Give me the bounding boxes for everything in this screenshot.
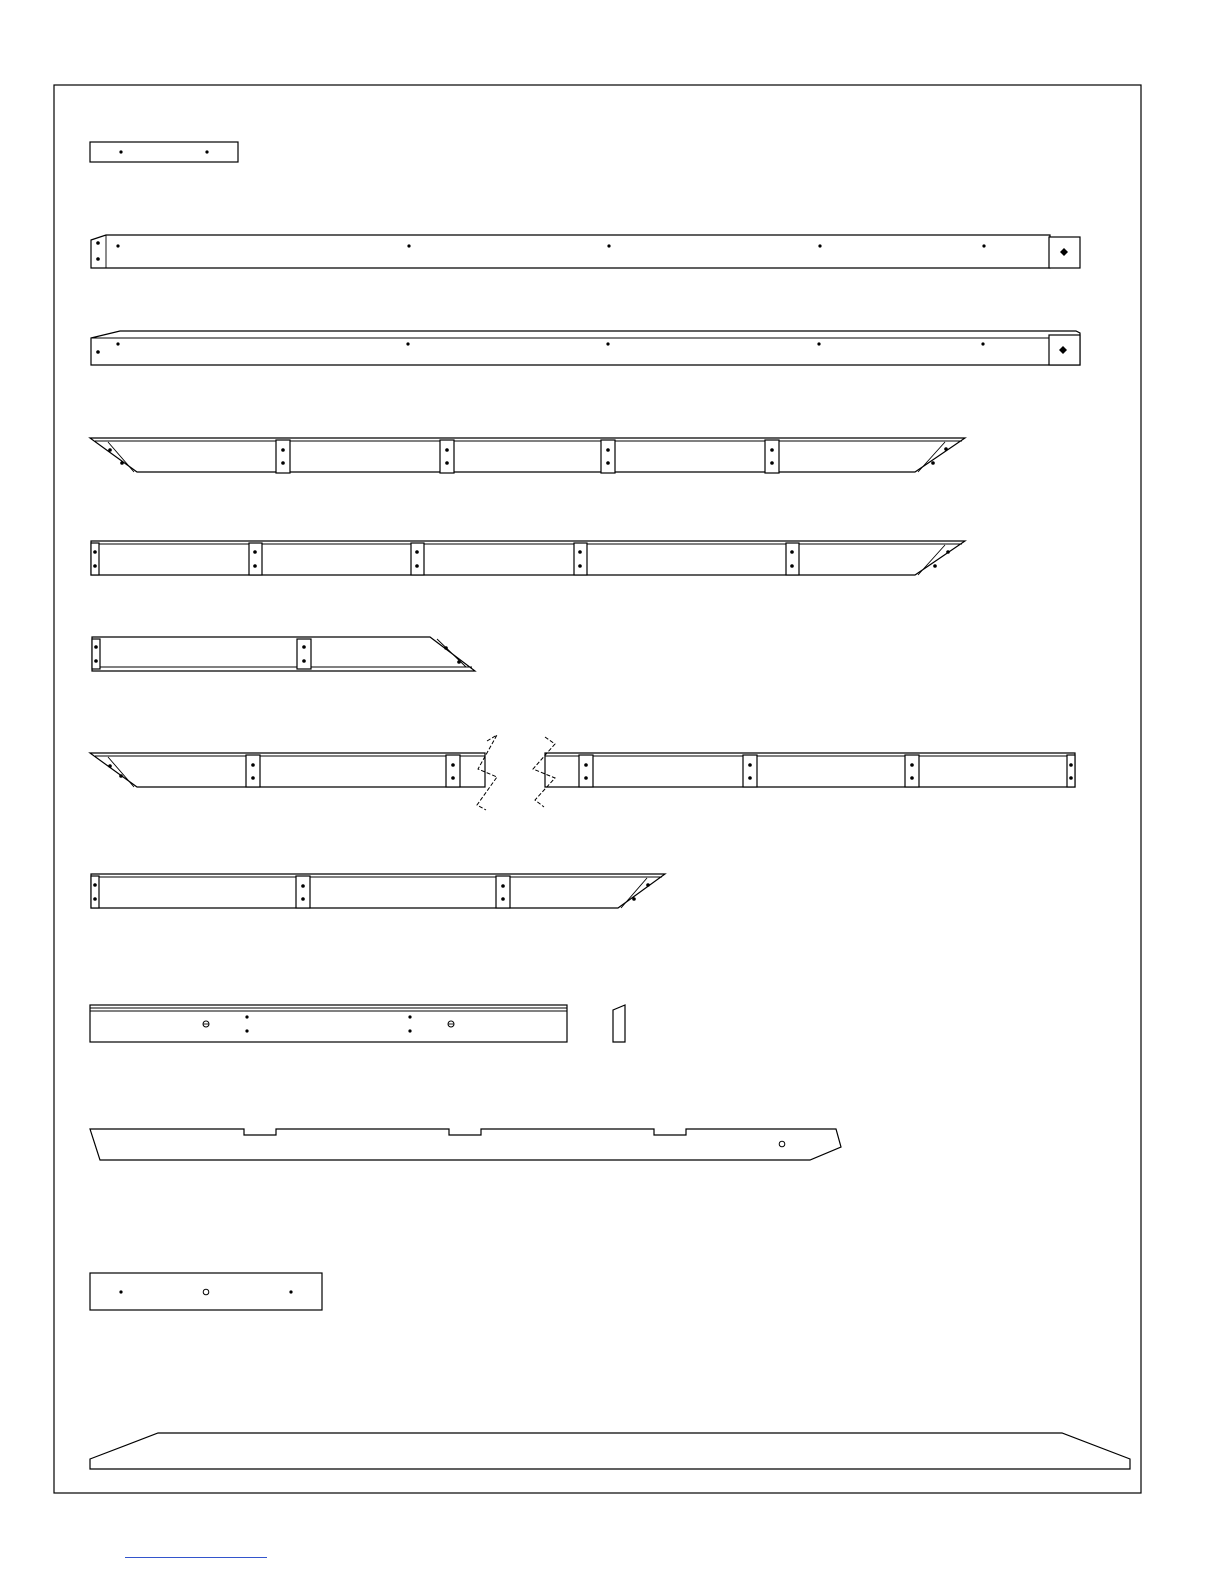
part-long-rail-a: [91, 235, 1080, 268]
part-long-rail-b: [91, 331, 1080, 365]
part-bottom-trim-strip: [90, 1433, 1130, 1469]
part-channel-angled-right-end: [91, 541, 965, 575]
part-angle-bar-with-tab: [90, 1005, 625, 1042]
part-medium-channel-angled: [91, 874, 665, 908]
part-drilled-plate: [90, 1273, 322, 1310]
tab-piece: [613, 1005, 625, 1042]
part-short-plate: [90, 142, 238, 162]
footer-link[interactable]: [125, 1557, 267, 1558]
part-notched-skid-bar: [90, 1129, 841, 1160]
part-short-channel-angled: [92, 637, 475, 671]
part-split-channel-with-break: [90, 735, 1075, 810]
part-channel-angled-both-ends: [90, 438, 965, 473]
